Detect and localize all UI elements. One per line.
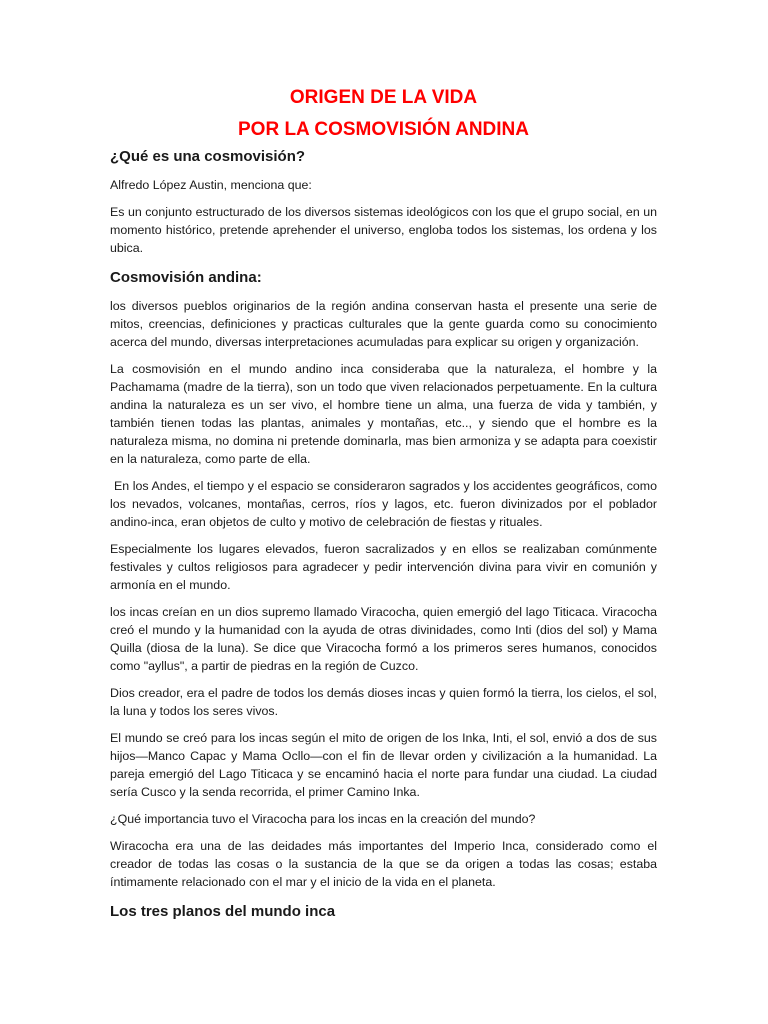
paragraph-7: los incas creían en un dios supremo llamado Viracocha, quien emergió del lago Titicaca. Viracocha creó el mundo y la humanidad con la ayuda de otras divinidades, como Inti (dios del sol) y Mama Quilla (diosa de la luna). Se dice que Viracocha formó a los primeros seres humanos, conocidos como "ayllus", a partir de piedras en la región de Cuzco. <box>110 605 657 673</box>
title-line-1: ORIGEN DE LA VIDA <box>289 87 478 108</box>
heading-cosmovision-andina: Cosmovisión andina: <box>110 269 262 286</box>
heading-que-es-cosmovision: ¿Qué es una cosmovisión? <box>110 148 306 165</box>
paragraph-11: Wiracocha era una de las deidades más importantes del Imperio Inca, considerado como el creador de todas las cosas o la sustancia de la que se da origen a todas las cosas; estaba íntimamente relacionado con el mar y el inicio de la vida en el planeta. <box>110 839 657 889</box>
paragraph-1: Alfredo López Austin, menciona que: <box>110 178 312 192</box>
paragraph-8: Dios creador, era el padre de todos los demás dioses incas y quien formó la tierra, los cielos, el sol, la luna y todos los seres vivos. <box>110 686 657 718</box>
paragraph-6: Especialmente los lugares elevados, fueron sacralizados y en ellos se realizaban comúnmente festivales y cultos religiosos para agradecer y pedir intervención divina para vivir en comunión y armonía en el mundo. <box>110 542 657 592</box>
title-line-2: POR LA COSMOVISIÓN ANDINA <box>238 119 529 140</box>
paragraph-2: Es un conjunto estructurado de los diversos sistemas ideológicos con los que el grupo social, en un momento histórico, pretende aprehender el universo, engloba todos los sistemas, los ordena y los ubica. <box>110 205 657 255</box>
paragraph-9: El mundo se creó para los incas según el mito de origen de los Inka, Inti, el sol, envió a dos de sus hijos—Manco Capac y Mama Ocllo—con el fin de llevar orden y civilización a la humanidad. La pareja emergió del Lago Titicaca y se encaminó hacia el norte para fundar una ciudad. La ciudad sería Cusco y la senda recorrida, el primer Camino Inka. <box>110 731 657 799</box>
paragraph-3: los diversos pueblos originarios de la región andina conservan hasta el presente una serie de mitos, creencias, definiciones y practicas culturales que la gente guarda como su conocimiento acerca del mundo, diversas interpretaciones acumuladas para explicar su origen y organización. <box>110 299 657 349</box>
paragraph-4: La cosmovisión en el mundo andino inca consideraba que la naturaleza, el hombre y la Pachamama (madre de la tierra), son un todo que viven relacionados perpetuamente. En la cultura andina la naturaleza es un ser vivo, el hombre tiene un alma, una fuerza de vida y también, y también tienen todas las plantas, animales y montañas, etc.., y siendo que el hombre es la naturaleza misma, no domina ni pretende dominarla, mas bien armoniza y se adapta para coexistir en la naturaleza, como parte de ella. <box>110 362 657 466</box>
paragraph-10: ¿Qué importancia tuvo el Viracocha para los incas en la creación del mundo? <box>110 812 536 826</box>
heading-tres-planos: Los tres planos del mundo inca <box>110 903 336 920</box>
paragraph-5: En los Andes, el tiempo y el espacio se consideraron sagrados y los accidentes geográficos, como los nevados, volcanes, montañas, cerros, ríos y lagos, etc. fueron divinizados por el poblador andino-inca, eran objetos de culto y motivo de celebración de fiestas y rituales. <box>110 479 657 529</box>
